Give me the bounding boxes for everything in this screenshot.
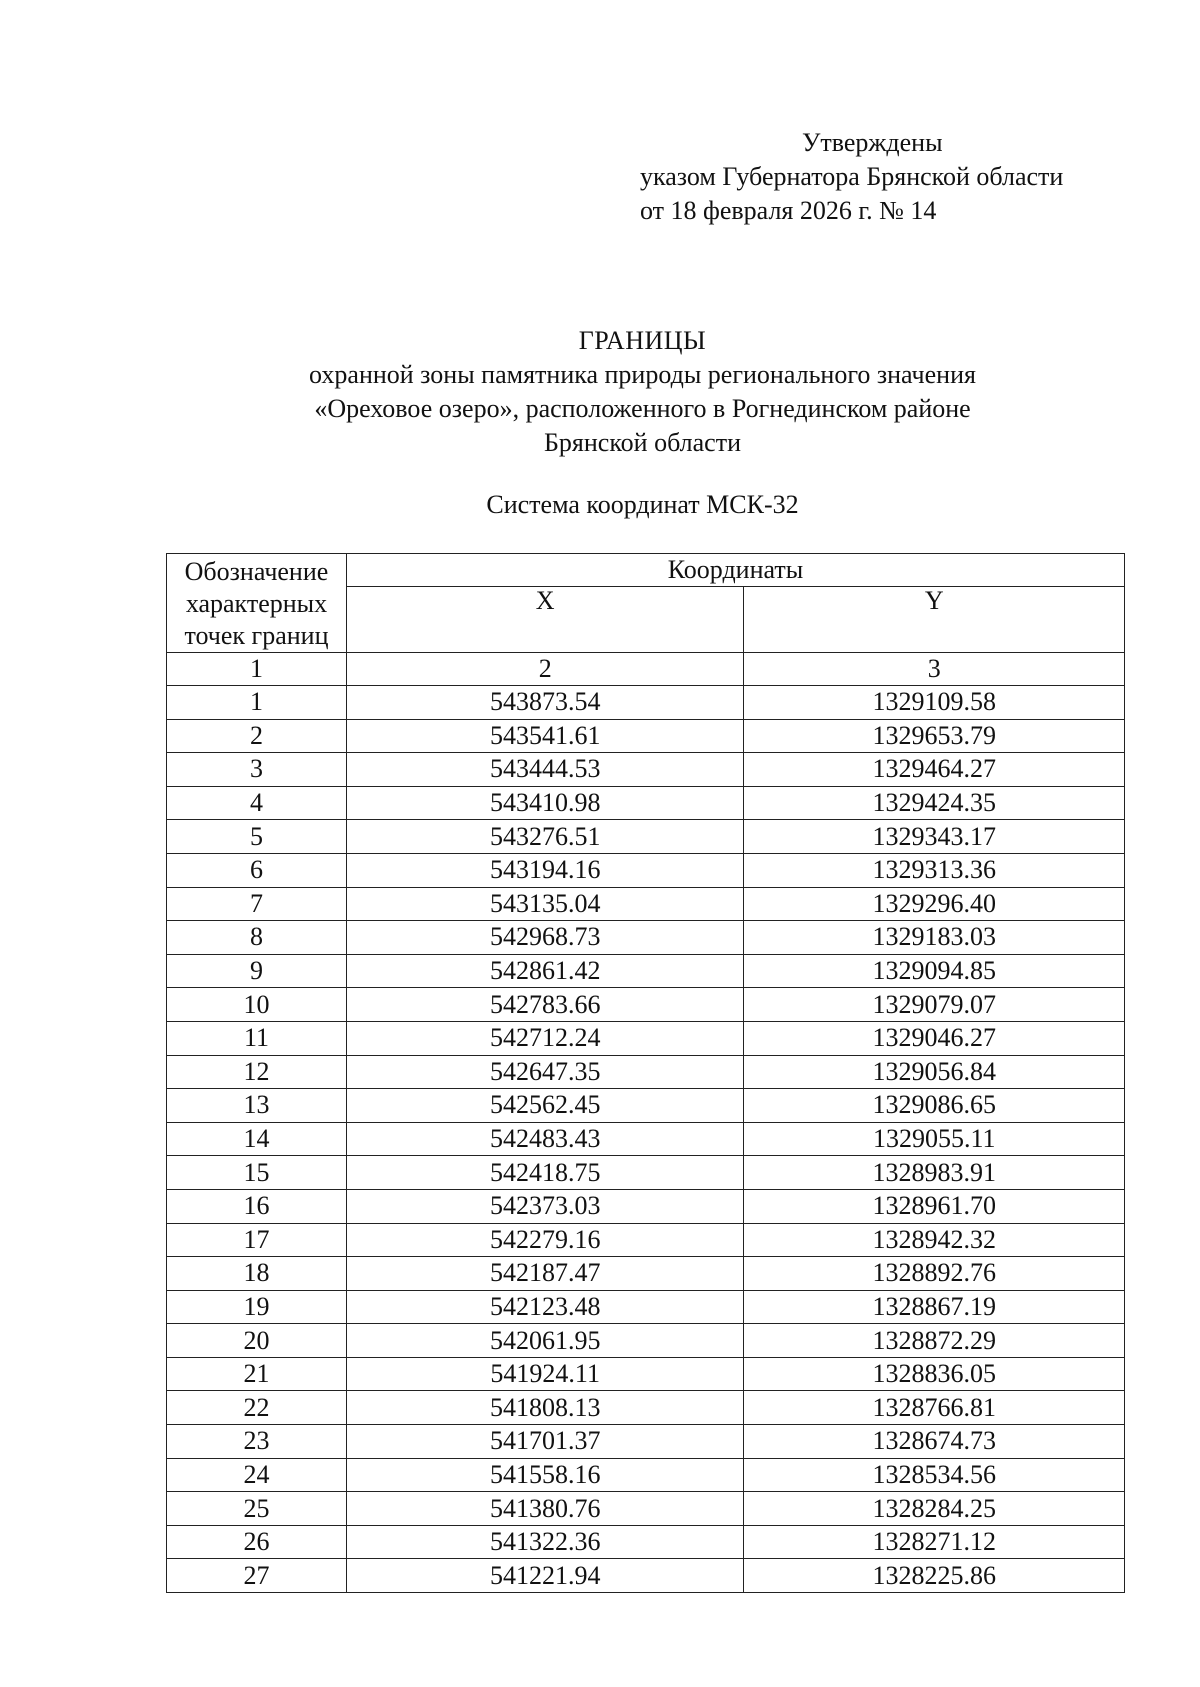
cell-y: 1329183.03: [744, 921, 1125, 955]
cell-y: 1328674.73: [744, 1425, 1125, 1459]
cell-y: 1328942.32: [744, 1223, 1125, 1257]
cell-y: 1329343.17: [744, 820, 1125, 854]
title-main: ГРАНИЦЫ: [578, 326, 707, 355]
cell-point: 14: [167, 1122, 347, 1156]
table-row: [167, 1391, 1125, 1425]
header-coordinates: Координаты: [346, 554, 1124, 587]
cell-point: 11: [167, 1021, 347, 1055]
cell-point: 5: [167, 820, 347, 854]
title-line-2: «Ореховое озеро», расположенного в Рогнединском районе: [314, 394, 971, 423]
cell-y: 1328892.76: [744, 1257, 1125, 1291]
table-row: [167, 1458, 1125, 1492]
cell-point: 13: [167, 1089, 347, 1123]
table-row: [167, 1525, 1125, 1559]
cell-x: 542783.66: [346, 988, 744, 1022]
cell-y: 1329653.79: [744, 719, 1125, 753]
column-number-1: 1: [167, 653, 347, 686]
cell-y: 1328961.70: [744, 1189, 1125, 1223]
table-row: [167, 1257, 1125, 1291]
cell-y: 1328284.25: [744, 1492, 1125, 1526]
cell-y: 1328983.91: [744, 1156, 1125, 1190]
cell-point: 15: [167, 1156, 347, 1190]
cell-x: 543135.04: [346, 887, 744, 921]
cell-x: 542562.45: [346, 1089, 744, 1123]
cell-point: 3: [167, 753, 347, 787]
table-row: [167, 1021, 1125, 1055]
coordinate-system-label: Система координат МСК-32: [486, 490, 799, 519]
cell-x: 541322.36: [346, 1525, 744, 1559]
cell-y: 1329094.85: [744, 954, 1125, 988]
coordinates-table: [166, 553, 1125, 1593]
cell-x: 541558.16: [346, 1458, 744, 1492]
cell-x: 541380.76: [346, 1492, 744, 1526]
cell-y: 1329056.84: [744, 1055, 1125, 1089]
header-x: X: [346, 587, 744, 653]
cell-point: 12: [167, 1055, 347, 1089]
cell-x: 542861.42: [346, 954, 744, 988]
table-row: [167, 853, 1125, 887]
table-row: [167, 1559, 1125, 1593]
title-line-3: Брянской области: [544, 428, 741, 457]
table-row: [167, 954, 1125, 988]
cell-x: 541701.37: [346, 1425, 744, 1459]
table-row: [167, 1324, 1125, 1358]
cell-point: 21: [167, 1357, 347, 1391]
cell-point: 17: [167, 1223, 347, 1257]
cell-x: 542712.24: [346, 1021, 744, 1055]
cell-x: 542968.73: [346, 921, 744, 955]
table-row: [167, 1122, 1125, 1156]
title-line-1: охранной зоны памятника природы регионального значения: [309, 360, 976, 389]
cell-point: 1: [167, 686, 347, 720]
approval-stamp: [640, 126, 1063, 228]
approval-line-date: от 18 февраля 2026 г. № 14: [640, 196, 937, 225]
table-row: [167, 820, 1125, 854]
cell-point: 10: [167, 988, 347, 1022]
cell-x: 542187.47: [346, 1257, 744, 1291]
cell-y: 1329313.36: [744, 853, 1125, 887]
column-number-row: [167, 653, 1125, 686]
table-row: [167, 1492, 1125, 1526]
cell-x: 541808.13: [346, 1391, 744, 1425]
cell-x: 543410.98: [346, 786, 744, 820]
table-row: [167, 719, 1125, 753]
cell-point: 6: [167, 853, 347, 887]
cell-x: 542418.75: [346, 1156, 744, 1190]
document-title: [0, 324, 1200, 460]
coordinates-table-body: [167, 686, 1125, 1593]
cell-point: 26: [167, 1525, 347, 1559]
cell-y: 1329079.07: [744, 988, 1125, 1022]
table-row: [167, 887, 1125, 921]
cell-y: 1329046.27: [744, 1021, 1125, 1055]
table-row: [167, 1290, 1125, 1324]
cell-x: 542483.43: [346, 1122, 744, 1156]
cell-point: 24: [167, 1458, 347, 1492]
cell-y: 1329055.11: [744, 1122, 1125, 1156]
table-row: [167, 988, 1125, 1022]
cell-x: 542061.95: [346, 1324, 744, 1358]
column-number-3: 3: [744, 653, 1125, 686]
cell-y: 1328225.86: [744, 1559, 1125, 1593]
cell-y: 1328271.12: [744, 1525, 1125, 1559]
cell-y: 1329464.27: [744, 753, 1125, 787]
cell-y: 1329424.35: [744, 786, 1125, 820]
cell-y: 1328534.56: [744, 1458, 1125, 1492]
cell-x: 543194.16: [346, 853, 744, 887]
cell-point: 7: [167, 887, 347, 921]
cell-x: 541924.11: [346, 1357, 744, 1391]
cell-x: 541221.94: [346, 1559, 744, 1593]
approval-line-approved: Утверждены: [802, 128, 943, 157]
cell-y: 1328836.05: [744, 1357, 1125, 1391]
cell-x: 543873.54: [346, 686, 744, 720]
table-row: [167, 753, 1125, 787]
table-row: [167, 1189, 1125, 1223]
cell-y: 1329296.40: [744, 887, 1125, 921]
cell-point: 27: [167, 1559, 347, 1593]
cell-x: 542647.35: [346, 1055, 744, 1089]
table-row: [167, 1156, 1125, 1190]
cell-x: 543276.51: [346, 820, 744, 854]
cell-y: 1329086.65: [744, 1089, 1125, 1123]
cell-point: 16: [167, 1189, 347, 1223]
cell-point: 25: [167, 1492, 347, 1526]
cell-y: 1328867.19: [744, 1290, 1125, 1324]
table-row: [167, 1223, 1125, 1257]
table-row: [167, 786, 1125, 820]
table-row: [167, 1425, 1125, 1459]
cell-y: 1329109.58: [744, 686, 1125, 720]
approval-line-decree: указом Губернатора Брянской области: [640, 162, 1064, 191]
cell-x: 542279.16: [346, 1223, 744, 1257]
cell-x: 542373.03: [346, 1189, 744, 1223]
cell-point: 23: [167, 1425, 347, 1459]
column-number-2: 2: [346, 653, 744, 686]
cell-point: 4: [167, 786, 347, 820]
cell-point: 8: [167, 921, 347, 955]
table-row: [167, 921, 1125, 955]
table-row: [167, 1089, 1125, 1123]
cell-point: 22: [167, 1391, 347, 1425]
cell-point: 9: [167, 954, 347, 988]
cell-point: 20: [167, 1324, 347, 1358]
cell-point: 19: [167, 1290, 347, 1324]
cell-point: 18: [167, 1257, 347, 1291]
header-y: Y: [744, 587, 1125, 653]
cell-point: 2: [167, 719, 347, 753]
table-row: [167, 1055, 1125, 1089]
cell-y: 1328872.29: [744, 1324, 1125, 1358]
cell-x: 542123.48: [346, 1290, 744, 1324]
header-point-label: Обозначение характерных точек границ: [167, 554, 347, 653]
cell-x: 543541.61: [346, 719, 744, 753]
table-row: [167, 686, 1125, 720]
table-row: [167, 1357, 1125, 1391]
cell-y: 1328766.81: [744, 1391, 1125, 1425]
cell-x: 543444.53: [346, 753, 744, 787]
